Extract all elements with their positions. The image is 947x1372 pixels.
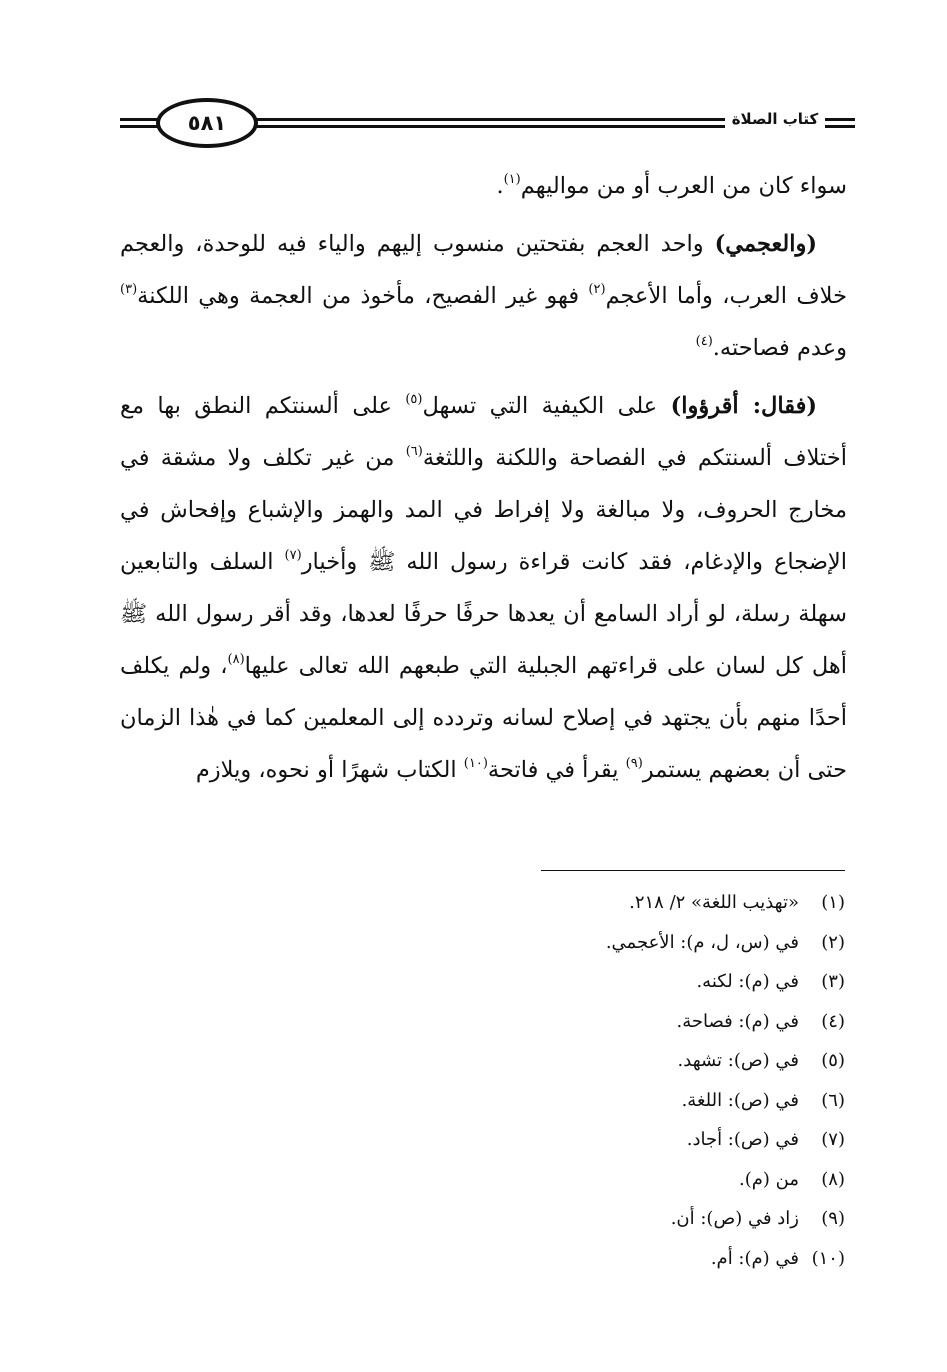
footnote-ref[interactable]: (٢)	[588, 282, 606, 297]
text-run: على ألسنتكم النطق بها مع أختلاف ألسنتكم في الفصاحة واللكنة واللثغة	[120, 393, 847, 471]
footnote-text: في (م): أم.	[710, 1247, 799, 1269]
text-run: من غير تكلف ولا مشقة في مخارج الحروف، ولا مبالغة ولا إفراط في المد والهمز والإشباع وإفحاش في الإضجاع والإدغام، فقد كانت قراءة رسول الله ﷺ وأخيار	[120, 445, 848, 575]
footnote-text: زاد في (ص): أن.	[670, 1208, 799, 1229]
text-run: سواء كان من العرب أو من مواليهم	[520, 173, 847, 199]
text-run: فهو غير الفصيح، مأخوذ من العجمة وهي اللكنة	[137, 283, 589, 309]
footnote-text: من (م).	[739, 1168, 799, 1190]
footnote-ref[interactable]: (٧)	[284, 548, 302, 563]
footnote-ref[interactable]: (٥)	[405, 392, 423, 407]
bold-term: (والعجمي)	[714, 231, 817, 257]
running-title: كتاب الصلاة	[725, 110, 825, 128]
footnote-number: (٩)	[821, 1208, 845, 1229]
footnote	[300, 1081, 845, 1121]
header-rule	[825, 118, 855, 121]
footnote	[300, 1239, 845, 1279]
footnote	[300, 1199, 845, 1239]
paragraph	[120, 218, 847, 374]
text-run: ، ولم يكلف أحدًا منهم بأن يجتهد في إصلاح لسانه وتردده إلى المعلمين كما في هٰذا الزمان حتى أن بعضهم يستمر	[120, 653, 847, 783]
footnote-text: في (ص): اللغة.	[681, 1089, 799, 1111]
footnote	[300, 923, 845, 963]
footnote-text: في (م): لكنه.	[696, 971, 799, 992]
text-run: وعدم فصاحته.	[712, 335, 847, 361]
text-run: الكتاب شهرًا أو نحوه، ويلازم	[195, 757, 464, 783]
footnote-number: (١)	[821, 892, 845, 913]
footnote-number: (٥)	[821, 1050, 845, 1071]
footnote-number: (٨)	[821, 1168, 845, 1190]
footnote-ref[interactable]: (١)	[503, 172, 521, 187]
footnote-text: في (ص): تشهد.	[677, 1050, 799, 1071]
footnote-number: (٤)	[821, 1010, 845, 1032]
text-run: يقرأ في فاتحة	[487, 757, 626, 783]
footnote-number: (٦)	[821, 1089, 845, 1111]
footnotes	[300, 883, 845, 1278]
footnote	[300, 1160, 845, 1200]
bold-term: (فقال: أقرؤوا)	[670, 393, 817, 419]
paragraph	[120, 380, 847, 796]
header-rule	[240, 118, 725, 121]
footnote	[300, 962, 845, 1002]
footnote-text: في (م): فصاحة.	[676, 1010, 799, 1032]
footnote-number: (١٠)	[811, 1247, 845, 1269]
page-number: ٥٨١	[187, 111, 227, 135]
header-rule	[240, 125, 725, 128]
footnote-separator	[541, 870, 845, 871]
footnote-number: (٣)	[821, 971, 845, 992]
footnote	[300, 883, 845, 923]
footnote-ref[interactable]: (٨)	[227, 652, 245, 667]
footnote-text: «تهذيب اللغة» ٢/ ٢١٨.	[629, 892, 799, 913]
text-run: .	[496, 173, 504, 199]
footnote-text: في (س، ل، م): الأعجمي.	[605, 931, 799, 953]
footnote	[300, 1002, 845, 1042]
page-number-badge	[156, 98, 258, 148]
footnote	[300, 1041, 845, 1081]
page-header	[120, 90, 855, 160]
main-text	[120, 160, 847, 796]
text-run: واحد العجم بفتحتين منسوب إليهم والياء فيه للوحدة، والعجم خلاف العرب، وأما الأعجم	[120, 231, 847, 309]
paragraph	[120, 160, 847, 212]
text-run: السلف والتابعين سهلة رسلة، لو أراد السامع أن يعدها حرفًا حرفًا لعدها، وقد أقر رسول الله ﷺ أهل كل لسان على قراءتهم الجبلية التي طبعهم الله تعالى عليها	[120, 549, 847, 679]
footnote-number: (٧)	[821, 1129, 845, 1150]
footnote-ref[interactable]: (٣)	[120, 282, 138, 297]
footnote-text: في (ص): أجاد.	[686, 1129, 799, 1150]
text-run: على الكيفية التي تسهل	[422, 393, 671, 419]
footnote-number: (٢)	[821, 931, 845, 953]
header-rule	[825, 125, 855, 128]
footnote-ref[interactable]: (٩)	[625, 756, 643, 771]
footnote-ref[interactable]: (٦)	[405, 444, 423, 459]
footnote-ref[interactable]: (١٠)	[463, 756, 488, 771]
footnote	[300, 1120, 845, 1160]
footnote-ref[interactable]: (٤)	[695, 334, 713, 349]
